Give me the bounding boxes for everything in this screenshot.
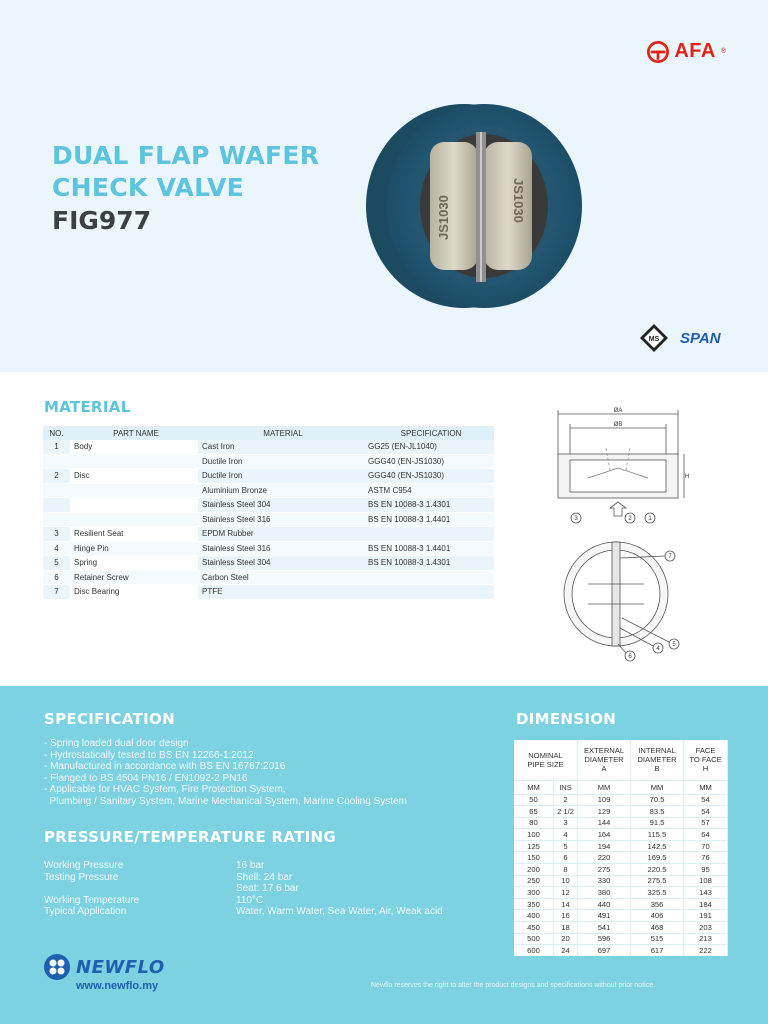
- dimension-row: [514, 852, 728, 864]
- material-cell-spec: GG25 (EN-JL1040): [364, 440, 494, 455]
- dimension-cell: 617: [631, 945, 684, 957]
- dimension-row: [514, 887, 728, 899]
- dimension-cell: 80: [514, 817, 554, 829]
- material-cell-material: Ductile Iron: [198, 455, 364, 470]
- dimension-row: [514, 922, 728, 934]
- material-cell-part: [70, 455, 198, 470]
- dimension-cell: 12: [554, 887, 578, 899]
- dimension-cell: 14: [554, 898, 578, 910]
- material-cell-no: 5: [43, 556, 70, 571]
- dim-label-id: ØB: [613, 422, 623, 428]
- material-cell-spec: [364, 527, 494, 542]
- disclaimer-note: Newflo reserves the right to alter the product designs and specifications without prior notice.: [371, 982, 656, 989]
- dimension-cell: 440: [578, 898, 631, 910]
- dimension-cell: 356: [631, 898, 684, 910]
- dimension-cell: 54: [684, 794, 728, 806]
- material-heading: MATERIAL: [44, 398, 131, 416]
- valve-plate-text-left: JS1030: [436, 195, 451, 240]
- pressure-row: [44, 906, 443, 918]
- dimension-row: [514, 817, 728, 829]
- material-cell-no: 7: [43, 585, 70, 600]
- material-cell-material: Ductile Iron: [198, 469, 364, 484]
- material-cell-no: 3: [43, 527, 70, 542]
- dimension-cell: 330: [578, 875, 631, 887]
- material-table: [43, 426, 494, 600]
- dimension-row: [514, 875, 728, 887]
- dimension-cell: 6: [554, 852, 578, 864]
- model-number: FIG977: [52, 206, 152, 235]
- newflo-logo-icon: [44, 954, 70, 980]
- material-row: [43, 469, 494, 484]
- material-cell-part: [70, 484, 198, 499]
- pressure-heading: PRESSURE/TEMPERATURE RATING: [44, 828, 337, 846]
- dimension-header-line: NOMINAL: [528, 750, 563, 760]
- material-cell-spec: BS EN 10088-3 1.4401: [364, 513, 494, 528]
- material-cell-no: [43, 455, 70, 470]
- dimension-cell: 491: [578, 910, 631, 922]
- dimension-cell: 3: [554, 817, 578, 829]
- pressure-key: Testing Pressure: [44, 871, 119, 883]
- dimension-row: [514, 898, 728, 910]
- afa-logo-text: AFA: [674, 40, 716, 62]
- material-cell-material: Stainless Steel 304: [198, 498, 364, 513]
- material-cell-no: 2: [43, 469, 70, 484]
- material-row: [43, 484, 494, 499]
- material-cell-no: [43, 484, 70, 499]
- material-cell-spec: BS EN 10088-3 1.4301: [364, 556, 494, 571]
- dimension-unit-cell: MM: [631, 780, 684, 794]
- specification-item: - Manufactured in accordance with BS EN 16767:2016: [44, 761, 286, 773]
- dimension-cell: 10: [554, 875, 578, 887]
- newflo-logo: [44, 954, 165, 980]
- dimension-cell: 100: [514, 829, 554, 841]
- dimension-cell: 250: [514, 875, 554, 887]
- col-header-nominal-pipe-size: [514, 740, 578, 780]
- newflo-logo-text: NEWFLO: [76, 956, 165, 978]
- dimension-cell: 20: [554, 933, 578, 945]
- dimension-header-line: B: [654, 764, 660, 774]
- material-cell-part: Disc: [70, 469, 198, 484]
- valve-technical-drawing: [548, 408, 688, 670]
- dimension-header-line: FACE: [695, 746, 716, 756]
- dimension-cell: 2: [554, 794, 578, 806]
- callout-5: 5: [672, 642, 676, 648]
- dimension-cell: 129: [578, 806, 631, 818]
- span-certification-logo: SPAN: [680, 330, 721, 347]
- dim-label-od: ØA: [613, 408, 623, 414]
- dimension-cell: 220: [578, 852, 631, 864]
- specification-item: - Hydrostatically tested to BS EN 12266-1:2012: [44, 749, 254, 761]
- dimension-cell: 76: [684, 852, 728, 864]
- pressure-key: Working Pressure: [44, 860, 124, 871]
- material-row: [43, 513, 494, 528]
- material-cell-material: Carbon Steel: [198, 571, 364, 586]
- registered-mark: ®: [720, 48, 726, 55]
- dimension-cell: 95: [684, 864, 728, 876]
- dimension-cell: 191: [684, 910, 728, 922]
- dimension-cell: 5: [554, 840, 578, 852]
- material-row: [43, 542, 494, 557]
- dimension-row: [514, 840, 728, 852]
- product-title: [52, 140, 319, 238]
- dimension-cell: 24: [554, 945, 578, 957]
- dimension-units-row: [514, 780, 728, 794]
- valve-product-image: [360, 100, 590, 312]
- col-header-material: MATERIAL: [198, 426, 364, 440]
- material-cell-no: 1: [43, 440, 70, 455]
- dimension-cell: 541: [578, 922, 631, 934]
- callout-4: 4: [656, 646, 660, 652]
- dimension-cell: 468: [631, 922, 684, 934]
- col-header-internal-diameter: [631, 740, 684, 780]
- title-line-2: CHECK VALVE: [52, 173, 244, 202]
- material-cell-spec: [364, 585, 494, 600]
- dimension-cell: 169.5: [631, 852, 684, 864]
- dimension-cell: 697: [578, 945, 631, 957]
- material-cell-material: Stainless Steel 316: [198, 513, 364, 528]
- material-cell-spec: [364, 571, 494, 586]
- dimension-row: [514, 806, 728, 818]
- material-cell-material: EPDM Rubber: [198, 527, 364, 542]
- dimension-header-line: TO FACE: [689, 755, 722, 765]
- material-cell-part: Resilient Seat: [70, 527, 198, 542]
- dimension-unit-cell: MM: [514, 780, 554, 794]
- dimension-cell: 150: [514, 852, 554, 864]
- material-cell-no: [43, 498, 70, 513]
- hero-panel: [0, 0, 768, 372]
- material-row: [43, 571, 494, 586]
- specification-item: - Applicable for HVAC System, Fire Protection System,: [44, 784, 286, 796]
- material-cell-part: Retainer Screw: [70, 571, 198, 586]
- dimension-cell: 194: [578, 840, 631, 852]
- dimension-cell: 70: [684, 840, 728, 852]
- dimension-cell: 70.5: [631, 794, 684, 806]
- dimension-cell: 4: [554, 829, 578, 841]
- pressure-key: Working Temperature: [44, 894, 140, 906]
- material-cell-spec: ASTM C954: [364, 484, 494, 499]
- callout-6: 6: [628, 654, 632, 660]
- dimension-header-line: DIAMETER: [637, 755, 677, 765]
- material-cell-part: Spring: [70, 556, 198, 571]
- dimension-cell: 300: [514, 887, 554, 899]
- dimension-cell: 50: [514, 794, 554, 806]
- specification-item: Plumbing / Sanitary System, Marine Mechanical System, Marine Cooling System: [44, 795, 407, 807]
- col-header-no: NO.: [43, 426, 70, 440]
- dimension-table-header: [514, 740, 728, 780]
- material-cell-part: Body: [70, 440, 198, 455]
- dimension-cell: 143: [684, 887, 728, 899]
- material-row: [43, 556, 494, 571]
- dimension-cell: 144: [578, 817, 631, 829]
- dimension-cell: 65: [514, 806, 554, 818]
- specification-item: - Spring loaded dual door design: [44, 738, 189, 749]
- dimension-heading: DIMENSION: [516, 710, 617, 728]
- dimension-cell: 515: [631, 933, 684, 945]
- dimension-cell: 200: [514, 864, 554, 876]
- dimension-row: [514, 864, 728, 876]
- specification-heading: SPECIFICATION: [44, 710, 175, 728]
- material-cell-material: Aluminium Bronze: [198, 484, 364, 499]
- pressure-row: [44, 895, 443, 907]
- dimension-row: [514, 829, 728, 841]
- dimension-unit-cell: MM: [578, 780, 631, 794]
- dimension-row: [514, 794, 728, 806]
- material-cell-material: PTFE: [198, 585, 364, 600]
- ms-certification-label: MS: [648, 336, 660, 343]
- dimension-cell: 2 1/2: [554, 806, 578, 818]
- dimension-cell: 406: [631, 910, 684, 922]
- material-cell-spec: BS EN 10088-3 1.4401: [364, 542, 494, 557]
- dimension-cell: 275.5: [631, 875, 684, 887]
- material-cell-part: Hinge Pin: [70, 542, 198, 557]
- dimension-unit-cell: MM: [684, 780, 728, 794]
- callout-2: 2: [628, 516, 632, 522]
- dimension-header-line: DIAMETER: [584, 755, 624, 765]
- material-cell-no: 6: [43, 571, 70, 586]
- material-cell-part: [70, 498, 198, 513]
- dimension-header-line: EXTERNAL: [583, 746, 625, 756]
- pressure-key: Typical Application: [44, 906, 127, 918]
- pressure-value: Water, Warm Water, Sea Water, Air, Weak acid: [236, 906, 443, 918]
- dimension-cell: 596: [578, 933, 631, 945]
- material-row: [43, 527, 494, 542]
- material-cell-spec: BS EN 10088-3 1.4301: [364, 498, 494, 513]
- dimension-cell: 450: [514, 922, 554, 934]
- dimension-cell: 184: [684, 898, 728, 910]
- material-row: [43, 455, 494, 470]
- pressure-row: [44, 860, 443, 872]
- dimension-cell: 83.5: [631, 806, 684, 818]
- dimension-table: [514, 740, 728, 956]
- dimension-cell: 500: [514, 933, 554, 945]
- material-cell-part: Disc Bearing: [70, 585, 198, 600]
- dimension-cell: 275: [578, 864, 631, 876]
- dimension-header-line: INTERNAL: [638, 746, 676, 756]
- dimension-cell: 380: [578, 887, 631, 899]
- dimension-row: [514, 945, 728, 957]
- specification-list: [44, 738, 407, 808]
- dimension-cell: 142.5: [631, 840, 684, 852]
- dimension-cell: 18: [554, 922, 578, 934]
- material-cell-part: [70, 513, 198, 528]
- dimension-cell: 203: [684, 922, 728, 934]
- website-link[interactable]: www.newflo.my: [76, 980, 159, 992]
- dimension-cell: 8: [554, 864, 578, 876]
- dimension-cell: 400: [514, 910, 554, 922]
- material-row: [43, 440, 494, 455]
- callout-3: 3: [574, 516, 578, 522]
- col-header-specification: SPECIFICATION: [364, 426, 494, 440]
- material-cell-spec: GGG40 (EN-JS1030): [364, 455, 494, 470]
- valve-plate-text-right: JS1030: [511, 178, 526, 223]
- dimension-cell: 213: [684, 933, 728, 945]
- afa-logo-icon: [647, 41, 669, 63]
- material-cell-no: [43, 513, 70, 528]
- pressure-row: [44, 872, 443, 884]
- pressure-rating-list: [44, 860, 443, 918]
- dimension-header-line: PIPE SIZE: [527, 759, 564, 769]
- dimension-header-line: A: [601, 764, 607, 774]
- col-header-external-diameter: [578, 740, 631, 780]
- dimension-unit-cell: INS: [554, 780, 578, 794]
- material-table-header: [43, 426, 494, 440]
- dimension-header-line: H: [702, 764, 709, 774]
- pressure-value: Shell: 24 bar: [236, 871, 293, 883]
- title-line-1: DUAL FLAP WAFER: [52, 141, 320, 170]
- material-cell-material: Stainless Steel 316: [198, 542, 364, 557]
- pressure-value: 16 bar: [236, 860, 265, 871]
- dimension-cell: 350: [514, 898, 554, 910]
- col-header-face-to-face: [684, 740, 728, 780]
- specification-item: - Flanged to BS 4504 PN16 / EN1092-2 PN16: [44, 772, 248, 784]
- material-row: [43, 585, 494, 600]
- dimension-cell: 16: [554, 910, 578, 922]
- dimension-cell: 57: [684, 817, 728, 829]
- dimension-row: [514, 910, 728, 922]
- pressure-value: 110°C: [236, 894, 264, 906]
- dimension-cell: 108: [684, 875, 728, 887]
- dimension-cell: 54: [684, 806, 728, 818]
- afa-logo: [647, 40, 726, 63]
- ms-certification-icon: [638, 322, 670, 356]
- material-row: [43, 498, 494, 513]
- dimension-cell: 64: [684, 829, 728, 841]
- material-cell-no: 4: [43, 542, 70, 557]
- pressure-key: [44, 883, 236, 895]
- dim-label-h: H: [684, 474, 690, 480]
- dimension-cell: 220.5: [631, 864, 684, 876]
- material-cell-material: Cast Iron: [198, 440, 364, 455]
- dimension-cell: 600: [514, 945, 554, 957]
- dimension-row: [514, 933, 728, 945]
- col-header-part-name: PART NAME: [70, 426, 198, 440]
- material-cell-material: Stainless Steel 304: [198, 556, 364, 571]
- dimension-cell: 325.5: [631, 887, 684, 899]
- dimension-cell: 164: [578, 829, 631, 841]
- callout-7: 7: [668, 554, 672, 560]
- callout-1: 1: [648, 516, 652, 522]
- dimension-cell: 222: [684, 945, 728, 957]
- material-cell-spec: GGG40 (EN-JS1030): [364, 469, 494, 484]
- dimension-cell: 115.5: [631, 829, 684, 841]
- dimension-cell: 91.5: [631, 817, 684, 829]
- pressure-row: [44, 883, 443, 895]
- dimension-cell: 109: [578, 794, 631, 806]
- pressure-value: Seat: 17.6 bar: [236, 883, 299, 895]
- dimension-cell: 125: [514, 840, 554, 852]
